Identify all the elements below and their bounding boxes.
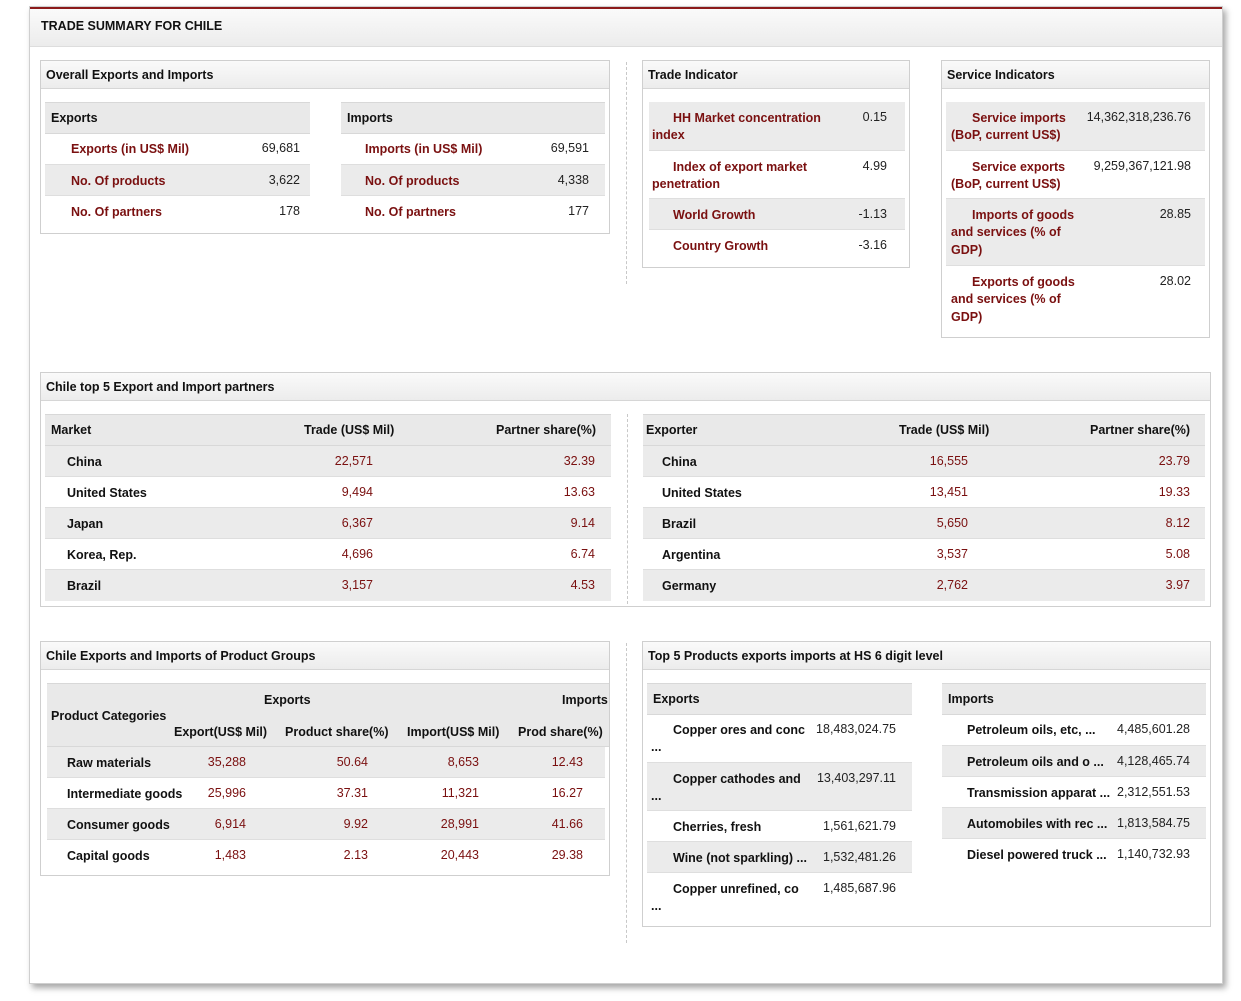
top-import-name[interactable]: Petroleum oils and o ... [967,755,1104,769]
market-share: 4.53 [570,578,595,592]
trade-indicator-value: -3.16 [858,238,887,252]
market-share: 32.39 [563,454,595,468]
top-import-row [942,808,1206,839]
top-export-name[interactable]: Copper unrefined, co [673,882,799,896]
product-group-name: Intermediate goods [67,787,183,801]
market-share: 6.74 [570,547,595,561]
top-imports-header [942,683,1206,715]
top-import-row [942,777,1206,808]
market-share: 13.63 [563,485,595,499]
top-products-panel [642,641,1211,927]
top-import-value: 1,140,732.93 [1117,847,1190,861]
trade-indicator-value: 0.15 [862,110,887,124]
product-group-export: 6,914 [214,817,246,831]
overall-import-row [341,165,605,196]
product-group-import: 8,653 [447,755,479,769]
market-row [45,539,611,570]
overall-export-row [45,165,310,196]
top-products-header [643,642,1210,670]
product-group-row [47,840,605,871]
overall-panel-title: Overall Exports and Imports [46,68,214,82]
service-indicator-value: 28.02 [1159,274,1191,288]
top-export-row [647,715,912,763]
top-imports-header-label: Imports [948,692,994,706]
top-export-value: 1,485,687.96 [823,881,896,895]
product-group-pshare: 9.92 [343,817,368,831]
overall-imports-header [341,102,605,134]
overall-import-row [341,196,605,227]
service-indicator-value: 28.85 [1159,207,1191,221]
exporter-trade: 5,650 [936,516,968,530]
top-import-name[interactable]: Diesel powered truck ... [967,848,1107,862]
trade-indicator-label[interactable]: World Growth [673,208,756,222]
market-row [45,508,611,539]
top-export-name[interactable]: Cherries, fresh [673,820,762,834]
exporter-share: 23.79 [1158,454,1190,468]
top-export-name[interactable]: Copper cathodes and [673,772,801,786]
col-product-share: Product share(%) [285,725,389,739]
market-row [45,570,611,601]
overall-exports-header [45,102,310,134]
exporter-trade: 3,537 [936,547,968,561]
page-header [30,9,1222,47]
market-name: Japan [67,517,104,531]
partners-divider [627,414,628,604]
overall-import-value: 177 [568,204,589,218]
exporter-share: 8.12 [1165,516,1190,530]
product-groups-title: Chile Exports and Imports of Product Groups [46,649,316,663]
col-import-value: Import(US$ Mil) [407,725,500,739]
top-exports-header [647,683,912,715]
product-group-import: 11,321 [441,786,479,800]
column-divider [626,643,627,943]
exporter-share: 3.97 [1165,578,1190,592]
trade-indicator-label[interactable]: HH Market concentration [673,111,821,125]
exporter-trade: 13,451 [929,485,968,499]
overall-imports-header-label: Imports [347,111,393,125]
top-export-value: 18,483,024.75 [816,722,896,736]
product-group-ishare: 12.43 [551,755,583,769]
product-group-pshare: 50.64 [336,755,368,769]
column-divider [626,62,627,284]
overall-export-row [45,196,310,227]
overall-export-label[interactable]: Exports (in US$ Mil) [71,142,190,156]
overall-export-value: 3,622 [268,173,300,187]
product-group-export: 1,483 [214,848,246,862]
service-indicator-label-cont[interactable]: and services (% of [951,292,1061,306]
trade-indicator-label-cont[interactable]: penetration [652,177,721,191]
top-import-name[interactable]: Automobiles with rec ... [967,817,1108,831]
markets-col-trade: Trade (US$ Mil) [304,423,395,437]
top-import-row [942,746,1206,777]
trade-indicator-row [649,102,905,151]
markets-col-share: Partner share(%) [496,423,597,437]
trade-indicator-row [649,199,905,230]
market-trade: 4,696 [341,547,373,561]
product-group-pshare: 37.31 [336,786,368,800]
overall-import-label[interactable]: No. Of partners [365,205,456,219]
exporter-name: Brazil [662,517,697,531]
markets-header-row [45,414,611,446]
top-export-row [647,811,912,842]
top-import-value: 1,813,584.75 [1117,816,1190,830]
product-group-name: Raw materials [67,756,152,770]
partners-header [41,373,1210,401]
product-group-ishare: 41.66 [551,817,583,831]
overall-import-label[interactable]: No. Of products [365,174,460,188]
top-import-value: 4,485,601.28 [1117,722,1190,736]
overall-export-value: 178 [279,204,300,218]
overall-import-row [341,134,605,165]
exporter-row [643,477,1205,508]
product-groups-panel [40,641,610,876]
market-name: China [67,455,102,469]
trade-indicator-header [643,61,909,89]
market-trade: 3,157 [341,578,373,592]
overall-export-label[interactable]: No. Of partners [71,205,162,219]
market-name: Korea, Rep. [67,548,137,562]
exporter-row [643,446,1205,477]
trade-indicator-row [649,151,905,199]
product-group-import: 20,443 [440,848,479,862]
top-import-value: 2,312,551.53 [1117,785,1190,799]
exporters-col-share: Partner share(%) [1090,423,1191,437]
col-import-share: Prod share(%) [518,725,603,739]
product-groups-header-row [47,683,610,747]
top-export-name-cont: ... [651,740,662,754]
exporter-trade: 16,555 [929,454,968,468]
exporter-name: Germany [662,579,717,593]
exporter-row [643,508,1205,539]
market-row [45,477,611,508]
service-indicators-panel [941,60,1210,338]
top-export-row [647,842,912,873]
market-trade: 6,367 [341,516,373,530]
top-export-row [647,873,912,921]
product-group-name: Consumer goods [67,818,170,832]
trade-indicator-value: 4.99 [862,159,887,173]
top-import-name[interactable]: Transmission apparat ... [967,786,1111,800]
top-export-name[interactable]: Wine (not sparkling) ... [673,851,807,865]
top-products-title: Top 5 Products exports imports at HS 6 digit level [648,649,943,663]
exporter-row [643,570,1205,601]
exporter-name: United States [662,486,742,500]
exporters-header-row [643,414,1205,446]
col-export-value: Export(US$ Mil) [174,725,268,739]
trade-indicator-row [649,230,905,261]
service-indicator-label[interactable]: Service imports [972,111,1066,125]
service-indicators-header [942,61,1209,89]
trade-indicator-label[interactable]: Index of export market [673,160,808,174]
product-group-ishare: 29.38 [551,848,583,862]
col-product-categories: Product Categories [51,709,167,723]
top-exports-header-label: Exports [653,692,700,706]
service-indicator-label-cont[interactable]: (BoP, current US$) [951,128,1061,142]
top-import-value: 4,128,465.74 [1117,754,1190,768]
market-trade: 9,494 [341,485,373,499]
top-export-name[interactable]: Copper ores and conc [673,723,805,737]
col-exports-group: Exports [264,693,311,707]
exporter-share: 19.33 [1158,485,1190,499]
overall-import-value: 4,338 [557,173,589,187]
overall-panel-header [41,61,609,89]
product-group-name: Capital goods [67,849,150,863]
product-group-row [47,809,605,840]
service-indicator-label-cont[interactable]: GDP) [951,243,983,257]
product-group-import: 28,991 [440,817,479,831]
product-group-export: 25,996 [207,786,246,800]
col-imports-group: Imports [562,693,608,707]
service-indicator-label[interactable]: Service exports [972,160,1066,174]
market-row [45,446,611,477]
top-export-row [647,763,912,811]
exporter-name: China [662,455,697,469]
page-title: TRADE SUMMARY FOR CHILE [41,19,223,33]
service-indicator-row [946,199,1205,266]
trade-indicator-value: -1.13 [858,207,887,221]
market-name: United States [67,486,147,500]
service-indicators-title: Service Indicators [947,68,1055,82]
markets-col-market: Market [51,423,92,437]
product-group-pshare: 2.13 [343,848,368,862]
product-groups-header [41,642,609,670]
top-export-name-cont: ... [651,789,662,803]
exporters-col-exporter: Exporter [646,423,698,437]
top-import-name[interactable]: Petroleum oils, etc, ... [967,723,1096,737]
exporter-trade: 2,762 [936,578,968,592]
market-share: 9.14 [570,516,595,530]
service-indicator-row [946,266,1205,333]
exporters-col-trade: Trade (US$ Mil) [899,423,990,437]
product-group-export: 35,288 [207,755,246,769]
market-name: Brazil [67,579,102,593]
product-group-row [47,778,605,809]
overall-export-row [45,134,310,165]
overall-exports-header-label: Exports [51,111,98,125]
partners-panel [40,372,1211,607]
overall-panel [40,60,610,234]
product-group-row [47,747,605,778]
service-indicator-row [946,151,1205,199]
product-group-ishare: 16.27 [551,786,583,800]
exporter-name: Argentina [662,548,721,562]
trade-indicator-label[interactable]: Country Growth [673,239,769,253]
service-indicator-row [946,102,1205,151]
exporter-share: 5.08 [1165,547,1190,561]
top-export-value: 1,532,481.26 [823,850,896,864]
overall-export-value: 69,681 [261,141,300,155]
service-indicator-value: 9,259,367,121.98 [1093,159,1191,173]
service-indicator-label-cont[interactable]: GDP) [951,310,983,324]
service-indicator-label[interactable]: Imports of goods [972,208,1075,222]
top-import-row [942,715,1206,746]
trade-indicator-title: Trade Indicator [648,68,738,82]
top-import-row [942,839,1206,870]
overall-import-label[interactable]: Imports (in US$ Mil) [365,142,483,156]
top-export-name-cont: ... [651,899,662,913]
overall-import-value: 69,591 [550,141,589,155]
trade-indicator-label-cont[interactable]: index [652,128,685,142]
exporter-row [643,539,1205,570]
market-trade: 22,571 [334,454,373,468]
service-indicator-value: 14,362,318,236.76 [1086,110,1191,124]
top-export-value: 13,403,297.11 [816,771,896,785]
partners-title: Chile top 5 Export and Import partners [46,380,275,394]
service-indicator-label-cont[interactable]: (BoP, current US$) [951,177,1061,191]
service-indicator-label[interactable]: Exports of goods [972,275,1075,289]
overall-export-label[interactable]: No. Of products [71,174,166,188]
trade-indicator-panel [642,60,910,268]
service-indicator-label-cont[interactable]: and services (% of [951,225,1061,239]
top-export-value: 1,561,621.79 [823,819,896,833]
